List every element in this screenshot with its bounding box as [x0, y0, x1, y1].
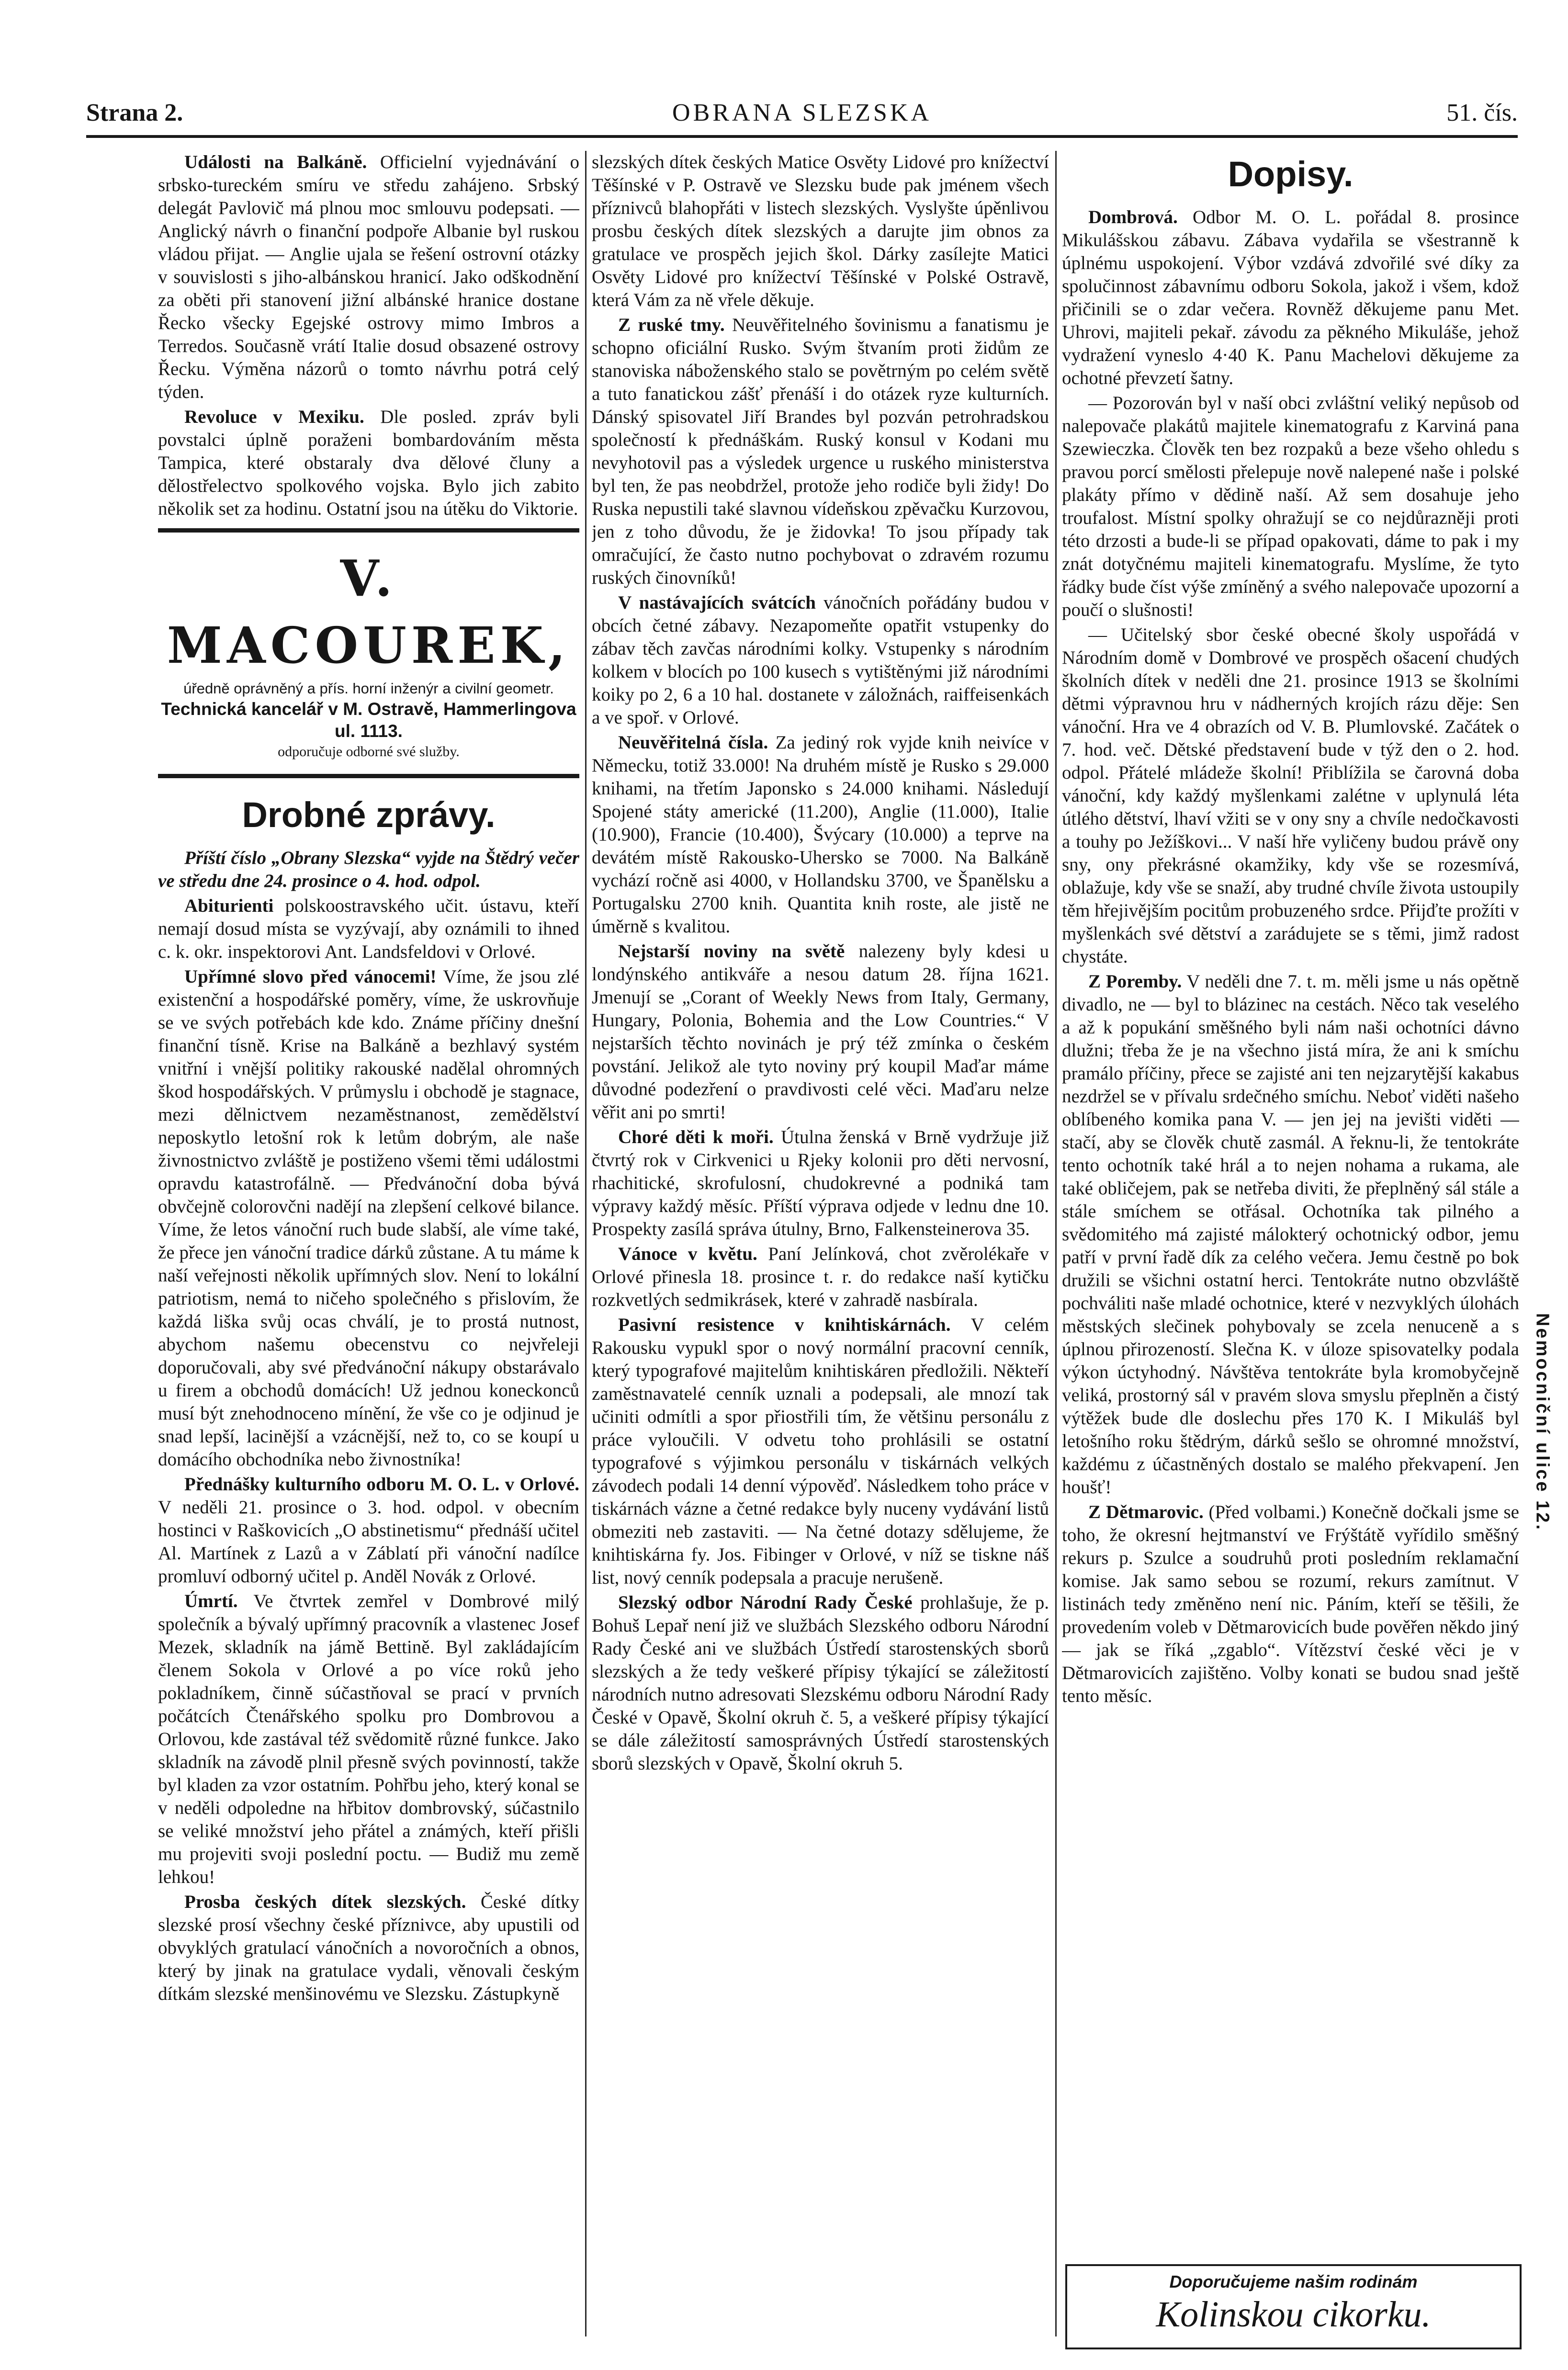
text-chore-deti: Útulna ženská v Brně vydržuje již čtvrtý rok v Cirkvenici u Rjeky kolonii pro děti nervosní, rhachitické, skrofulosní, chudokrevné a podniká tam výpravy každý měsíc. Příští výprava odjede v lednu dne 10. Prospekty zasílá správa útulny, Brno, Falkensteinerova 35.	[592, 1127, 1049, 1239]
article-poremba	[1062, 970, 1519, 1499]
heading-slezsky-odbor: Slezský odbor Národní Rady České	[618, 1592, 913, 1613]
heading-mexico: Revoluce v Mexiku.	[184, 407, 364, 427]
column-divider	[1055, 151, 1057, 2336]
text-mexico: Dle posled. zpráv byli povstalci úplně poraženi bombardováním města Tampica, které obstaraly dva dělové čluny a dělostřelectvo spolkového vojska. Bylo jich zabito několik set za hodinu. Ostatní jsou na útěku do Viktorie.	[158, 407, 579, 519]
text-pozorovan: — Pozorován byl v naší obci zvláštní veliký nepůsob od nalepovače plakátů majitele kinematografu z Karviná pana Szewieczka. Člověk ten bez rozpaků a beze všeho ohledu s pravou porcí smělosti přelepuje nově nalepené naše i polské plakáty přímo v dědině naší. Až sem dosahuje jeho troufalost. Místní spolky ohražují se co nejdůrazněji proti této drzosti a bude-li se případ opakovati, dáme to pak i my znát dotyčnému majiteli kinematografu. Myslíme, že tyto řádky bude číst výše zmíněný a svého nalepovače upozorní a poučí o slušnosti!	[1062, 393, 1519, 620]
heading-poremba: Z Poremby.	[1088, 971, 1182, 992]
heading-dombrova: Dombrová.	[1088, 207, 1178, 227]
article-prednasky	[158, 1473, 579, 1588]
article-vanoce-v-kvetu	[592, 1243, 1049, 1312]
text-umrti: Ve čtvrtek zemřel v Dombrové milý společník a bývalý upřímný pracovník a vlastenec Josef Mezek, skladník na jámě Bettině. Byl zakládajícím členem Sokola v Orlové a po více roků jeho pokladníkem, činně súčastňoval se prací v prvních počátcích Čtenářského spolku pro Dombrovou a Orlovou, kde zastával též svědomitě různé funkce. Jako skladník na závodě plnil přesně svých povinností, takže byl kladen za vzor ostatním. Pohřbu jeho, který konal se v neděli odpoledne na hřbitov dombrovský, súčastnilo se veliké množství jeho přátel a známých, kteří přišli mu projeviti svoji poslední poctu. — Budiž mu země lehkou!	[158, 1591, 579, 1887]
column-1	[158, 151, 579, 2336]
heading-prednasky: Přednášky kulturního odboru M. O. L. v Orlové.	[184, 1474, 579, 1495]
heading-ruske-tmy: Z ruské tmy.	[618, 315, 725, 335]
article-ruske-tmy	[592, 314, 1049, 590]
article-chore-deti	[592, 1126, 1049, 1241]
text-uprimne: Víme, že jsou zlé existenční a hospodářské poměry, víme, že uskrovňuje se ve svých potřebách kde kdo. Známe příčiny dnešní finanční tísně. Krise na Balkáně a bezhlavý systém vnitřní i vnější politiky rakouské nadělal ohromných škod hospodářských. V průmyslu i obchodě je stagnace, mezi dělnictvem nezaměstnanost, zemědělství neposkytlo letošní rok k letům dobrým, ale naše živnostnictvo zvláště je postiženo všemi těmi událostmi opravdu katastrofálně. — Předvánoční doba bývá obvčejně colorovčni nadějí na zlepšení celkové bilance. Víme, že letos vánoční ruch bude slabší, ale víme také, že přece jen vánoční tradice dárků zůstane. A tu máme k naší veřejnosti několik upřímných slov. Není to lokální patriotism, nemá to ničeho společného s přislovím, že každá liška svůj ocas chválí, je to prostá nutnost, abychom našemu obecenstvu co nejvřeleji doporučovali, aby své předvánoční nákupy obstarávalo u firem a obchodů domácích! Už jednou koneckonců musí být znehodnoceno mínění, že vše co je odjinud je snad lepší, lacinější a vzácnější, než to, co se koupí u domácího obchodníka nebo živnostníka!	[158, 966, 579, 1470]
vertical-sidebar-address	[1530, 1197, 1554, 1647]
heading-uprimne: Upřímné slovo před vánocemi!	[184, 966, 437, 987]
text-ruske-tmy: Neuvěřitelného šovinismu a fanatismu je schopno oficiální Rusko. Svým štvaním proti židům ze stanoviska náboženského stalo se povětrným po celém světě a tuto fanatickou zášť přenáší i do otázek ryze kulturních. Dánský spisovatel Jiří Brandes byl pozván petrohradskou společností k přednáškám. Ruský konsul v Kodani mu nevyhotovil pas a výsledek urgence u ruského ministerstva byl ten, že pas neobdržel, protože jeho rodiče byli židy! Do Ruska nepustili také slavnou vídeňskou zpěvačku Kurzovou, jen z toho důvodu, že je židovka! To jsou případy tak omračující, že často nutno pochybovat o zdravém rozumu ruských činovníků!	[592, 315, 1049, 588]
ad-services: odporučuje odborné své služby.	[278, 744, 460, 760]
article-detmarovice	[1062, 1501, 1519, 1708]
heading-nejstarsi-noviny: Nejstarší noviny na světě	[618, 941, 845, 962]
article-dombrova	[1062, 206, 1519, 390]
article-balkan	[158, 151, 579, 404]
article-prosba	[158, 1891, 579, 2006]
page-header	[86, 96, 1518, 134]
article-cisla	[592, 731, 1049, 938]
heading-cisla: Neuvěřitelná čísla.	[618, 732, 768, 753]
text-poremba: V neděli dne 7. t. m. měli jsme u nás opětně divadlo, ne — byl to blázinec na cestách. Něco tak veselého a až k popukání směšného byli nám naši ochotníci dávno dlužni; třeba že je na všechno jistá míra, že ani k smíchu pramálo příčiny, přece se zajisté ani ten nejzarytější kakabus nezdržel se v přívalu srdečného smíchu. Neboť viděti našeho oblíbeného komika pana V. — jen jej na jevišti viděti — stačí, aby se člověk chutě zasmál. A řeknu-li, že tentokráte tento ochotník také hrál a to nejen nohama a rukama, ale také obličejem, pak se netřeba diviti, že přeplněný sál stále a stále smíchem se otřásal. Ochotníka tak pilného a svědomitého má zajisté málokterý ochotnický odbor, jemu patří v první řadě dík za celého večera. Jemu čestně po bok družili se všichni ostatní herci. Tentokráte nutno obzvláště pochváliti naše mladé ochotnice, které v nezvyklých úlohách městských slečinek pohybovaly se zcela nenuceně a s úplnou přirozeností. Slečna K. v úloze spisovatelky podala výkon úctyhodný. Návštěva tentokráte byla kromobyčejně veliká, prostorný sál v pravém slova smyslu přeplněn a čistý výtěžek bude dle doslechu přes 170 K. I Mikuláš byl letošního roku štědrým, dárků sešlo se ohromné množství, každému z účastněných dostalo se malého překvapení. Jen houšť!	[1062, 971, 1519, 1497]
column-2	[592, 151, 1049, 2336]
text-dombrova: Odbor M. O. L. pořádal 8. prosince Mikulášskou zábavu. Zábava vydařila se všestranně k úplnému uspokojení. Výbor vzdává zdvořilé své díky za spolučinnost zábavnímu odboru Sokola, jakož i všem, kdož přičinili se o zdar večera. Rovněž děkujeme panu Met. Uhrovi, majiteli pekař. závodu za pěkného Mikuláše, jehož vydražení vyneslo 4·40 K. Panu Machelovi děkujeme za ochotné převzetí šatny.	[1062, 207, 1519, 388]
ad-name: V. MACOUREK,	[167, 549, 571, 675]
next-issue-note: Příští číslo „Obrany Slezska“ vyjde na Štědrý večer ve středu dne 24. prosince o 4. hod. odpol.	[158, 848, 579, 891]
text-balkan: Officielní vyjednávání o srbsko-tureckém smíru ve středu zahájeno. Srbský delegát Pavlovič má plnou moc smlouvu podepsati. — Anglický návrh o finanční podpoře Albanie byl ruskou vládou přijat. — Anglie ujala se řešení ostrovní otázky v souvislosti s jiho-albánskou hranicí. Jako odškodnění za oběti při stanovení jižní albánské hranice dostane Řecko všecky Egejské ostrovy mimo Imbros a Terredos. Současně vrátí Italie dosud obsazené ostrovy Řecku. Výměna názorů o tomto návrhu potrá celý týden.	[158, 152, 579, 402]
text-abiturienti: polskoostravského učit. ústavu, kteří nemají dosud místa se vyzývají, aby oznámili to ihned c. k. okr. inspektorovi Ant. Landsfeldovi v Orlové.	[158, 896, 579, 962]
heading-detmarovice: Z Dětmarovic.	[1088, 1502, 1204, 1522]
text-cisla: Za jediný rok vyjde knih neivíce v Německu, totiž 33.000! Na druhém místě je Rusko s 29.000 knihami, na třetím Japonsko s 24.000 knihami. Následují Spojené státy americké (11.200), Anglie (11.000), Italie (10.900), Francie (10.400), Švýcary (10.000) a teprve na devátém místě Rakousko-Uhersko se 7000. Na Balkáně vychází ročně asi 4000, v Hollandsku 3700, ve Španělsku a Portugalsku 2700 knih. Quantita knih roste, ale jistě ne úměrně s kvalitou.	[592, 732, 1049, 937]
article-umrti	[158, 1590, 579, 1889]
heading-chore-deti: Choré děti k moři.	[618, 1127, 774, 1147]
heading-svatky: V nastávajících svátcích	[618, 592, 816, 613]
text-nejstarsi-noviny: nalezeny byly kdesi u londýnského antikváře a nesou datum 28. října 1621. Jmenují se „Corant of Weekly News from Italy, Germany, Hungary, Polonia, Bohemia and the Low Countries.“ V nejstarších těchto novinách je prý též zmínka o českém povstání. Jelikož ale tyto noviny prý koupil Maďar máme důvodné podezření o pravdivosti celé věci. Maďaru nelze věřit ani po smrti!	[592, 941, 1049, 1123]
promo-product-line: Kolinskou cikorku.	[1156, 2294, 1431, 2335]
column-divider	[585, 151, 587, 2336]
text-prednasky: V neděli 21. prosince o 3. hod. odpol. v obecním hostinci v Raškovicích „O abstinetismu“ přednáší učitel Al. Martínek z Lazů a v Záblatí při vánoční nadílce promluví odborný učitel p. Anděl Novák z Orlové.	[158, 1497, 579, 1587]
divider-rule	[158, 528, 579, 533]
section-title-dopisy: Dopisy.	[1228, 154, 1354, 194]
advertisement-macourek	[158, 540, 579, 766]
article-slezsky-odbor	[592, 1591, 1049, 1775]
text-pasivni-resistence: V celém Rakousku vypukl spor o nový normální pracovní cenník, který typografové majitelům knihtiskáren předložili. Někteří zaměstnavatelé cenník uznali a podepsali, ale mnozí tak učiniti odmítli a spor přiostřili tím, že většinu personálu z práce vyloučili. V odvetu toho prohlásili se ostatní typografové s výjimkou personálu v tiskárnách velkých závodech podali 14 denní výpověď. Následkem toho práce v tiskárnách vázne a četné redakce byly nuceny vydávání listů obmeziti neb zastaviti. — Na četné dotazy sdělujeme, že knihtiskárna fy. Jos. Fibinger v Orlové, v níž se tiskne náš list, nový cenník podepsala a pracuje nerušeně.	[592, 1315, 1049, 1588]
text-prosba-continued: slezských dítek českých Matice Osvěty Lidové pro knížectví Těšínské v P. Ostravě ve Slezsku bude pak jménem všech příznivců blahopřáti v listech slezských. Vyslyšte úpěnlivou prosbu českých dítek slezských a darujte jim obnos za gratulace ve prospěch jejich škol. Dárky zasílejte Matici Osvěty Lidové pro knížectví Těšínské v Polské Ostravě, která Vám za ně vřele děkuje.	[592, 152, 1049, 310]
column-3	[1062, 151, 1519, 2255]
header-rule	[86, 135, 1518, 138]
article-pasivni-resistence	[592, 1314, 1049, 1589]
sidebar-text: Nemocniční ulice 12.	[1532, 1313, 1553, 1531]
heading-umrti: Úmrtí.	[184, 1591, 238, 1611]
heading-vanoce-v-kvetu: Vánoce v květu.	[618, 1244, 757, 1264]
newspaper-title: OBRANA SLEZSKA	[672, 99, 932, 126]
article-svatky	[592, 591, 1049, 729]
article-abiturienti	[158, 895, 579, 964]
text-vanoce-v-kvetu: Paní Jelínková, chot zvěrolékaře v Orlové přinesla 18. prosince t. r. do redakce naší kytičku rozkvetlých sedmikrásek, které v zahradě nasbírala.	[592, 1244, 1049, 1310]
article-uprimne	[158, 965, 579, 1471]
text-slezsky-odbor: prohlašuje, že p. Bohuš Lepař není již ve službách Slezského odboru Národní Rady České ani ve službách Ústředí starostenských sborů slezských a že tedy veškeré přípisy týkající se záležitostí národních nutno adresovati Slezskému odboru Národní Rady České v Opavě, Školní okruh č. 5, a veškeré přípisy týkající se dále záležitostí samosprávných Ústředí starostenských sborů slezských v Opavě, Školní okruh 5.	[592, 1592, 1049, 1774]
article-mexico	[158, 406, 579, 521]
text-ucitelsky-sbor: — Učitelský sbor české obecné školy uspořádá v Národním domě v Dombrové ve prospěch ošacení chudých školních dítek v neděli dne 21. prosince 1913 se školními dětmi výpravnou hru v nádherných krojích rázu děje: Sen vánoční. Hra ve 4 obrazích od V. B. Plumlovské. Začátek o 7. hod. več. Dětské představení bude v týž den o 2. hod. odpol. Přátelé mládeže školní! Přiblížila se čarovná doba vánoční, kdy každý myšlenkami zalétne v uplynulá léta útlého dětství, lhaví vžiti se v ony sny a chvíle nedočkavosti a touhy po Ježíškovi... V naší hře vyličeny budou právě ony sny, ony překrásné okamžiky, kdy vše se rozesmívá, oblažuje, kdy vše se snaží, aby trudné chvíle života ustoupily těm hřejivějším pocitům probuzeného srdce. Přijďte prožíti v myšlenkách své dětství a zarádujete se s těmi, jimž radost chystáte.	[1062, 624, 1519, 967]
heading-pasivni-resistence: Pasivní resistence v knihtiskárnách.	[618, 1315, 951, 1335]
text-prosba: České dítky slezské prosí všechny české příznivce, aby upustili od obvyklých gratulací vánočních a novoročních a obnos, který by jinak na gratulace vydali, věnovali českým dítkám slezské menšinovému ve Slezsku. Zástupkyně	[158, 1892, 579, 2004]
section-title-drobne: Drobné zprávy.	[242, 795, 496, 835]
issue-number: 51. čís.	[1446, 99, 1518, 126]
text-svatky: vánočních pořádány budou v obcích četné zábavy. Nezapomeňte opatřit vstupenky do zábav těch zavčas národními kolky. Vstupenky s národním kolkem v blocích po 100 kusech s vytištěnými již národními koiky po 2, 6 a 10 hal. dostanete v záložnách, raiffeisenkách a ve spoř. v Orlové.	[592, 592, 1049, 728]
ad-qualification: úředně oprávněný a přís. horní inženýr a civilní geometr.	[183, 680, 554, 697]
promo-recommend-line: Doporučujeme našim rodinám	[1169, 2272, 1418, 2291]
page-number: Strana 2.	[86, 99, 183, 126]
heading-prosba: Prosba českých dítek slezských.	[184, 1892, 466, 1912]
divider-rule	[158, 774, 579, 778]
promo-box-cikorka	[1065, 2264, 1522, 2349]
ad-office: Technická kancelář v M. Ostravě, Hammerlingova ul. 1113.	[161, 699, 576, 741]
heading-balkan: Události na Balkáně.	[184, 152, 367, 172]
text-detmarovice: (Před volbami.) Konečně dočkali jsme se toho, že okresní hejtmanství ve Frýštátě vyřídilo směšný rekurs p. Szulce a soudruhů proti posledním reklamační komise. Jak samo sebou se rozumí, rekurs zamítnut. V listinách tedy změněno není nic. Páním, kteří se těšili, že provedením voleb v Dětmarovicích bude pověřen někdo jiný — jak se říká „zgablo“. Vítězství české věci je v Dětmarovicích zajištěno. Volby konati se budou snad ještě tento měsíc.	[1062, 1502, 1519, 1706]
article-nejstarsi-noviny	[592, 940, 1049, 1124]
heading-abiturienti: Abiturienti	[184, 896, 274, 916]
